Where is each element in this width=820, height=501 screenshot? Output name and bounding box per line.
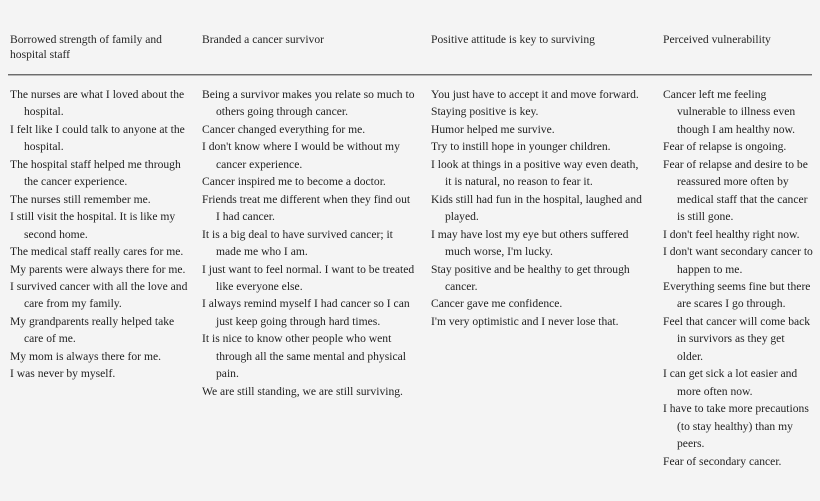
table-column-2 xyxy=(196,86,423,400)
column-header-3: Positive attitude is key to surviving xyxy=(431,33,595,46)
quote-list-4 xyxy=(663,86,813,470)
column-header-4: Perceived vulnerability xyxy=(663,33,771,46)
quote-item: I don't want secondary cancer to happen to me. xyxy=(663,245,813,276)
quote-item: My mom is always there for me. xyxy=(10,349,162,363)
quote-item: Try to instill hope in younger children. xyxy=(431,140,611,154)
quote-item: I don't feel healthy right now. xyxy=(663,227,800,241)
quote-item: I just want to feel normal. I want to be treated like everyone else. xyxy=(202,262,415,293)
quote-item: I don't know where I would be without my cancer experience. xyxy=(202,140,400,171)
quote-item: My parents were always there for me. xyxy=(10,262,186,276)
quote-item: Cancer inspired me to become a doctor. xyxy=(202,175,386,189)
quote-item: My grandparents really helped take care of me. xyxy=(10,314,175,346)
quote-item: Being a survivor makes you relate so much to others going through cancer. xyxy=(202,88,415,119)
header-divider-rule xyxy=(8,74,812,76)
quote-item: Kids still had fun in the hospital, laughed and played. xyxy=(431,192,642,224)
quote-item: Staying positive is key. xyxy=(431,105,539,119)
quote-list-3 xyxy=(431,86,647,330)
quote-item: Fear of relapse and desire to be reassured more often by medical staff that the cancer is still gone. xyxy=(663,157,808,224)
quote-list-2 xyxy=(202,86,416,400)
quote-item: We are still standing, we are still surviving. xyxy=(202,384,403,398)
quote-item: I felt like I could talk to anyone at the hospital. xyxy=(10,122,185,154)
table-column-4 xyxy=(654,86,820,470)
column-header-1: Borrowed strength of family and hospital staff xyxy=(10,33,162,61)
quote-item: I was never by myself. xyxy=(10,367,116,381)
quote-item: The nurses are what I loved about the hospital. xyxy=(10,88,185,119)
quote-item: The medical staff really cares for me. xyxy=(10,245,184,259)
quote-item: Humor helped me survive. xyxy=(431,122,555,136)
table-column-1 xyxy=(0,86,196,383)
quote-item: I always remind myself I had cancer so I can just keep going through hard times. xyxy=(202,297,410,328)
quote-item: Feel that cancer will come back in survivors as they get older. xyxy=(663,314,811,363)
quote-item: Friends treat me different when they find out I had cancer. xyxy=(202,192,411,224)
column-header-2: Branded a cancer survivor xyxy=(202,33,325,46)
quote-item: Stay positive and be healthy to get through cancer. xyxy=(431,262,630,293)
table-column-3 xyxy=(423,86,654,330)
quote-item: I have to take more precautions (to stay healthy) than my peers. xyxy=(663,402,809,451)
quote-item: Cancer left me feeling vulnerable to illness even though I am healthy now. xyxy=(663,88,796,136)
quote-item: I still visit the hospital. It is like my second home. xyxy=(10,210,176,241)
quote-list-1 xyxy=(10,86,189,383)
quote-item: Fear of relapse is ongoing. xyxy=(663,140,787,154)
quote-item: The nurses still remember me. xyxy=(10,192,151,206)
table-header-row xyxy=(0,33,820,62)
quote-item: Cancer gave me confidence. xyxy=(431,297,563,311)
quote-item: You just have to accept it and move forward. xyxy=(431,88,639,101)
quote-item: The hospital staff helped me through the cancer experience. xyxy=(10,157,181,189)
quote-item: Cancer changed everything for me. xyxy=(202,122,366,136)
quote-item: It is a big deal to have survived cancer; it made me who I am. xyxy=(202,227,393,259)
quote-item: I can get sick a lot easier and more often now. xyxy=(663,367,798,398)
table-body-row xyxy=(0,86,820,470)
quote-item: I may have lost my eye but others suffered much worse, I'm lucky. xyxy=(431,227,629,259)
quote-item: I look at things in a positive way even death, it is natural, no reason to fear it. xyxy=(431,157,639,189)
quote-item: I survived cancer with all the love and care from my family. xyxy=(10,279,188,311)
quote-item: Fear of secondary cancer. xyxy=(663,454,782,468)
quote-item: Everything seems fine but there are scares I go through. xyxy=(663,279,811,311)
quote-item: I'm very optimistic and I never lose that. xyxy=(431,314,619,328)
quote-item: It is nice to know other people who went through all the same mental and physical pain. xyxy=(202,332,406,381)
